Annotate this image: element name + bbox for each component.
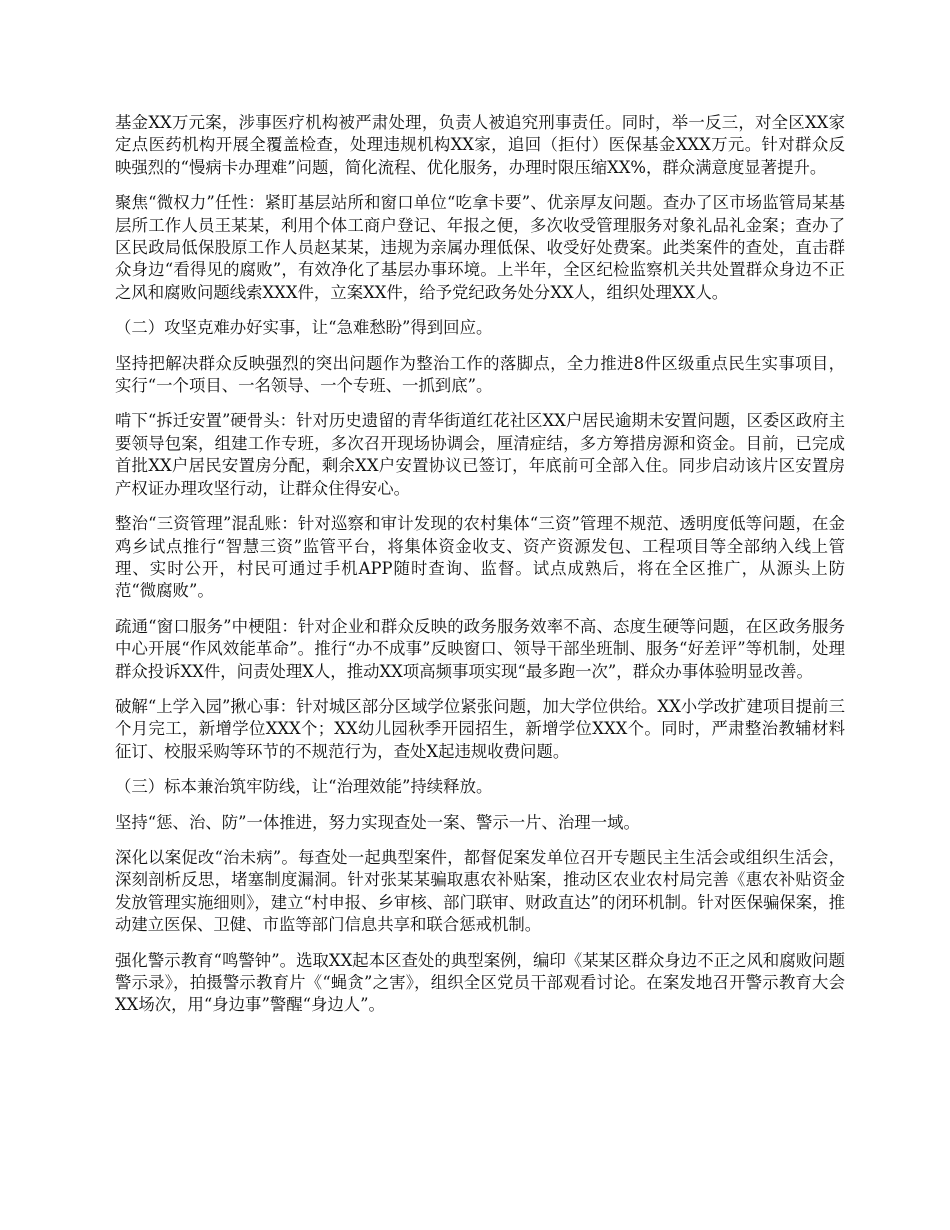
paragraph-school-enrollment: 破解“上学入园”揪心事：针对城区部分区域学位紧张问题，加大学位供给。XX小学改扩建项目提前三个月完工，新增学位XXX个；XX幼儿园秋季开园招生，新增学位XXX个。同时，严肃整治教辅材料征订、校服采购等环节的不规范行为，查处X起违规收费问题。 [115, 696, 845, 761]
section-heading-2: （二）攻坚克难办好实事，让“急难愁盼”得到回应。 [115, 318, 493, 338]
document-body [115, 112, 845, 1030]
paragraph-warning-education: 强化警示教育“鸣警钟”。选取XX起本区查处的典型案例，编印《某某区群众身边不正之风和腐败问题警示录》，拍摄警示教育片《“蝇贪”之害》，组织全区党员干部观看讨论。在案发地召开警示教育大会XX场次，用“身边事”警醒“身边人”。 [115, 950, 845, 1015]
paragraph-window-service: 疏通“窗口服务”中梗阻：针对企业和群众反映的政务服务效率不高、态度生硬等问题，在区政务服务中心开展“作风效能革命”。推行“办不成事”反映窗口、领导干部坐班制、服务“好差评”等机制，处理群众投诉XX件，问责处理X人，推动XX项高频事项实现“最多跑一次”，群众办事体验明显改善。 [115, 616, 845, 681]
paragraph-micro-power: 聚焦“微权力”任性：紧盯基层站所和窗口单位“吃拿卡要”、优亲厚友问题。查办了区市场监管局某基层所工作人员王某某，利用个体工商户登记、年报之便，多次收受管理服务对象礼品礼金案；查办了区民政局低保股原工作人员赵某某，违规为亲属办理低保、收受好处费案。此类案件的查处，直击群众身边“看得见的腐败”，有效净化了基层办事环境。上半年，全区纪检监察机关共处置群众身边不正之风和腐败问题线索XXX件，立案XX件，给予党纪政务处分XX人，组织处理XX人。 [115, 193, 845, 302]
paragraph-demolition-resettlement: 啃下“拆迁安置”硬骨头：针对历史遗留的青华街道红花社区XX户居民逾期未安置问题，区委区政府主要领导包案，组建工作专班，多次召开现场协调会，厘清症结，多方筹措房源和资金。目前，已完成首批XX户居民安置房分配，剩余XX户安置协议已签订，年底前可全部入住。同步启动该片区安置房产权证办理攻坚行动，让群众住得安心。 [115, 411, 845, 498]
section-heading-3: （三）标本兼治筑牢防线，让“治理效能”持续释放。 [115, 777, 493, 797]
paragraph-medical-insurance-case: 基金XX万元案，涉事医疗机构被严肃处理，负责人被追究刑事责任。同时，举一反三，对全区XX家定点医药机构开展全覆盖检查，处理违规机构XX家，追回（拒付）医保基金XXX万元。针对群众反映强烈的“慢病卡办理难”问题，简化流程、优化服务，办理时限压缩XX%，群众满意度显著提升。 [115, 113, 845, 177]
paragraph-section-2-intro: 坚持把解决群众反映强烈的突出问题作为整治工作的落脚点，全力推进8件区级重点民生实事项目，实行“一个项目、一名领导、一个专班、一抓到底”。 [115, 353, 845, 396]
paragraph-case-reform: 深化以案促改“治未病”。每查处一起典型案件，都督促案发单位召开专题民主生活会或组织生活会，深刻剖析反思，堵塞制度漏洞。针对张某某骗取惠农补贴案，推动区农业农村局完善《惠农补贴资金发放管理实施细则》，建立“村申报、乡审核、部门联审、财政直达”的闭环机制。针对医保骗保案，推动建立医保、卫健、市监等部门信息共享和联合惩戒机制。 [115, 847, 845, 935]
paragraph-section-3-intro: 坚持“惩、治、防”一体推进，努力实现查处一案、警示一片、治理一域。 [115, 812, 640, 832]
paragraph-three-assets: 整治“三资管理”混乱账：针对巡察和审计发现的农村集体“三资”管理不规范、透明度低等问题，在金鸡乡试点推行“智慧三资”监管平台，将集体资金收支、资产资源发包、工程项目等全部纳入线上管理、实时公开，村民可通过手机APP随时查询、监督。试点成熟后，将在全区推广，从源头上防范“微腐败”。 [115, 514, 845, 601]
